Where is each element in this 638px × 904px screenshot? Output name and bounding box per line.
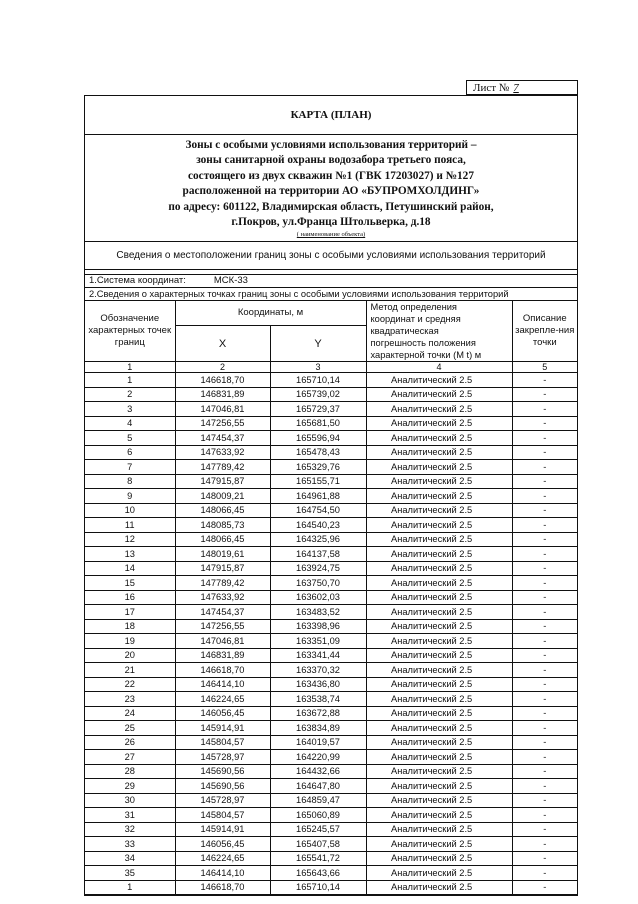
description-line: зоны санитарной охраны водозабора третьего пояса, xyxy=(196,154,466,167)
method-cell xyxy=(366,837,512,852)
coord-y: 164137,58 xyxy=(270,547,366,562)
coord-x: 148085,73 xyxy=(175,518,270,533)
table-row xyxy=(85,663,577,678)
method-cell xyxy=(366,445,512,460)
fixing-description: - xyxy=(512,547,577,562)
method-value: Аналитический 2.5 xyxy=(391,751,473,762)
coord-y: 164961,88 xyxy=(270,489,366,504)
column-index-row xyxy=(85,362,577,373)
coord-x: 147454,37 xyxy=(175,605,270,620)
point-number: 4 xyxy=(85,416,175,431)
table-row xyxy=(85,518,577,533)
coord-x: 145728,97 xyxy=(175,750,270,765)
fixing-description: - xyxy=(512,474,577,489)
coord-y: 163341,44 xyxy=(270,648,366,663)
fixing-description: - xyxy=(512,445,577,460)
table-row xyxy=(85,677,577,692)
coord-y: 163436,80 xyxy=(270,677,366,692)
table-row xyxy=(85,590,577,605)
coord-x: 148009,21 xyxy=(175,489,270,504)
method-cell xyxy=(366,547,512,562)
coord-y: 164019,57 xyxy=(270,735,366,750)
coord-y: 165060,89 xyxy=(270,808,366,823)
fixing-description: - xyxy=(512,851,577,866)
point-number: 31 xyxy=(85,808,175,823)
method-cell xyxy=(366,634,512,649)
fixing-description: - xyxy=(512,431,577,446)
table-row xyxy=(85,851,577,866)
fixing-description: - xyxy=(512,750,577,765)
coord-y: 163398,96 xyxy=(270,619,366,634)
point-number: 25 xyxy=(85,721,175,736)
coord-x: 146831,89 xyxy=(175,648,270,663)
coord-x: 146618,70 xyxy=(175,373,270,388)
coord-y: 165710,14 xyxy=(270,880,366,895)
point-number: 14 xyxy=(85,561,175,576)
point-number: 17 xyxy=(85,605,175,620)
table-row xyxy=(85,474,577,489)
coord-x: 145804,57 xyxy=(175,808,270,823)
table-row xyxy=(85,634,577,649)
subsection-title: 2.Сведения о характерных точках границ зоны с особыми условиями использования территорий xyxy=(85,288,577,301)
method-cell xyxy=(366,851,512,866)
point-number: 34 xyxy=(85,851,175,866)
table-row xyxy=(85,866,577,881)
coord-x: 146224,65 xyxy=(175,851,270,866)
coord-y: 165541,72 xyxy=(270,851,366,866)
header-method-line: погрешность положения xyxy=(370,338,476,349)
point-number: 2 xyxy=(85,387,175,402)
description-line: состоящего из двух скважин №1 (ГВК 17203027) и №127 xyxy=(188,169,474,182)
method-value: Аналитический 2.5 xyxy=(391,780,473,791)
table-row xyxy=(85,431,577,446)
method-value: Аналитический 2.5 xyxy=(391,838,473,849)
fixing-description: - xyxy=(512,561,577,576)
table-row xyxy=(85,416,577,431)
header-method-line: Метод определения xyxy=(370,302,457,313)
fixing-description: - xyxy=(512,619,577,634)
method-cell xyxy=(366,793,512,808)
method-value: Аналитический 2.5 xyxy=(391,824,473,835)
point-number: 33 xyxy=(85,837,175,852)
description-line: по адресу: 601122, Владимирская область, Петушинский район, xyxy=(168,200,494,213)
coord-y: 163924,75 xyxy=(270,561,366,576)
point-number: 22 xyxy=(85,677,175,692)
document-frame xyxy=(84,95,578,896)
table-row xyxy=(85,779,577,794)
coord-x: 148019,61 xyxy=(175,547,270,562)
coord-y: 163370,32 xyxy=(270,663,366,678)
fixing-description: - xyxy=(512,808,577,823)
method-value: Аналитический 2.5 xyxy=(391,461,473,472)
coord-x: 147633,92 xyxy=(175,445,270,460)
fixing-description: - xyxy=(512,532,577,547)
method-cell xyxy=(366,764,512,779)
coord-x: 147046,81 xyxy=(175,402,270,417)
method-value: Аналитический 2.5 xyxy=(391,708,473,719)
coord-y: 165407,58 xyxy=(270,837,366,852)
method-value: Аналитический 2.5 xyxy=(391,606,473,617)
coord-y: 165245,57 xyxy=(270,822,366,837)
method-value: Аналитический 2.5 xyxy=(391,766,473,777)
method-cell xyxy=(366,677,512,692)
table-row xyxy=(85,793,577,808)
method-cell xyxy=(366,576,512,591)
point-number: 18 xyxy=(85,619,175,634)
coord-x: 146414,10 xyxy=(175,677,270,692)
table-row xyxy=(85,837,577,852)
fixing-description: - xyxy=(512,373,577,388)
fixing-description: - xyxy=(512,866,577,881)
header-method xyxy=(366,301,512,362)
method-value: Аналитический 2.5 xyxy=(391,737,473,748)
point-number: 5 xyxy=(85,431,175,446)
coord-y: 165155,71 xyxy=(270,474,366,489)
method-cell xyxy=(366,779,512,794)
fixing-description: - xyxy=(512,576,577,591)
fixing-description: - xyxy=(512,735,577,750)
points-table xyxy=(85,301,577,895)
coord-x: 146414,10 xyxy=(175,866,270,881)
method-cell xyxy=(366,489,512,504)
point-number: 32 xyxy=(85,822,175,837)
table-row xyxy=(85,387,577,402)
table-row xyxy=(85,735,577,750)
method-value: Аналитический 2.5 xyxy=(391,809,473,820)
fixing-description: - xyxy=(512,402,577,417)
table-row xyxy=(85,373,577,388)
coord-x: 146056,45 xyxy=(175,706,270,721)
coord-y: 164754,50 xyxy=(270,503,366,518)
method-value: Аналитический 2.5 xyxy=(391,389,473,400)
method-cell xyxy=(366,402,512,417)
point-number: 9 xyxy=(85,489,175,504)
method-cell xyxy=(366,880,512,895)
coord-x: 145914,91 xyxy=(175,721,270,736)
table-row xyxy=(85,750,577,765)
method-cell xyxy=(366,648,512,663)
method-cell xyxy=(366,735,512,750)
method-cell xyxy=(366,416,512,431)
table-row xyxy=(85,764,577,779)
method-value: Аналитический 2.5 xyxy=(391,548,473,559)
method-value: Аналитический 2.5 xyxy=(391,418,473,429)
method-cell xyxy=(366,663,512,678)
method-value: Аналитический 2.5 xyxy=(391,650,473,661)
table-row xyxy=(85,489,577,504)
description-line: Зоны с особыми условиями использования территорий – xyxy=(185,139,477,151)
fixing-description: - xyxy=(512,663,577,678)
method-cell xyxy=(366,750,512,765)
table-row xyxy=(85,547,577,562)
method-value: Аналитический 2.5 xyxy=(391,592,473,603)
coord-system-line xyxy=(85,275,577,288)
method-cell xyxy=(366,561,512,576)
coord-y: 164540,23 xyxy=(270,518,366,533)
coord-x: 147256,55 xyxy=(175,619,270,634)
method-cell xyxy=(366,503,512,518)
method-value: Аналитический 2.5 xyxy=(391,693,473,704)
description-line: г.Покров, ул.Франца Штольверка, д.18 xyxy=(231,216,431,229)
description-caption: ( наименование объекта) xyxy=(296,231,366,239)
fixing-description: - xyxy=(512,822,577,837)
coord-y: 163483,52 xyxy=(270,605,366,620)
description-line: расположенной на территории АО «БУПРОМХОЛДИНГ» xyxy=(182,185,480,198)
point-number: 21 xyxy=(85,663,175,678)
table-row xyxy=(85,619,577,634)
method-cell xyxy=(366,866,512,881)
header-y: Y xyxy=(270,325,366,362)
fixing-description: - xyxy=(512,503,577,518)
coord-x: 147789,42 xyxy=(175,576,270,591)
coord-y: 165739,02 xyxy=(270,387,366,402)
method-cell xyxy=(366,822,512,837)
method-value: Аналитический 2.5 xyxy=(391,635,473,646)
coord-system-label: 1.Система координат: xyxy=(89,275,186,287)
coord-y: 165329,76 xyxy=(270,460,366,475)
header-description: Описание закрепле-ния точки xyxy=(512,301,577,362)
method-value: Аналитический 2.5 xyxy=(391,476,473,487)
header-method-line: координат и средняя xyxy=(370,314,461,325)
coord-y: 163602,03 xyxy=(270,590,366,605)
point-number: 24 xyxy=(85,706,175,721)
method-cell xyxy=(366,373,512,388)
fixing-description: - xyxy=(512,634,577,649)
fixing-description: - xyxy=(512,489,577,504)
coord-x: 148066,45 xyxy=(175,532,270,547)
table-row xyxy=(85,880,577,895)
method-value: Аналитический 2.5 xyxy=(391,795,473,806)
table-row xyxy=(85,561,577,576)
point-number: 3 xyxy=(85,402,175,417)
header-method-line: квадратическая xyxy=(370,326,439,337)
fixing-description: - xyxy=(512,779,577,794)
table-row xyxy=(85,445,577,460)
coord-x: 145690,56 xyxy=(175,764,270,779)
coord-x: 146618,70 xyxy=(175,880,270,895)
method-value: Аналитический 2.5 xyxy=(391,403,473,414)
coord-y: 163672,88 xyxy=(270,706,366,721)
coord-x: 146831,89 xyxy=(175,387,270,402)
table-row xyxy=(85,822,577,837)
fixing-description: - xyxy=(512,460,577,475)
point-number: 1 xyxy=(85,880,175,895)
fixing-description: - xyxy=(512,793,577,808)
point-number: 15 xyxy=(85,576,175,591)
method-value: Аналитический 2.5 xyxy=(391,577,473,588)
point-number: 11 xyxy=(85,518,175,533)
column-index: 3 xyxy=(270,362,366,373)
coord-x: 147915,87 xyxy=(175,561,270,576)
coord-y: 165643,66 xyxy=(270,866,366,881)
method-cell xyxy=(366,460,512,475)
point-number: 20 xyxy=(85,648,175,663)
method-cell xyxy=(366,474,512,489)
point-number: 29 xyxy=(85,779,175,794)
method-value: Аналитический 2.5 xyxy=(391,722,473,733)
coord-x: 146618,70 xyxy=(175,663,270,678)
column-index: 2 xyxy=(175,362,270,373)
fixing-description: - xyxy=(512,605,577,620)
method-cell xyxy=(366,605,512,620)
point-number: 28 xyxy=(85,764,175,779)
header-x: X xyxy=(175,325,270,362)
fixing-description: - xyxy=(512,764,577,779)
coord-x: 147915,87 xyxy=(175,474,270,489)
coord-y: 163750,70 xyxy=(270,576,366,591)
coord-y: 163538,74 xyxy=(270,692,366,707)
coord-y: 164859,47 xyxy=(270,793,366,808)
coord-y: 165478,43 xyxy=(270,445,366,460)
coord-y: 165710,14 xyxy=(270,373,366,388)
method-value: Аналитический 2.5 xyxy=(391,505,473,516)
coord-y: 164325,96 xyxy=(270,532,366,547)
method-cell xyxy=(366,387,512,402)
point-number: 12 xyxy=(85,532,175,547)
object-description xyxy=(85,135,577,242)
method-value: Аналитический 2.5 xyxy=(391,679,473,690)
method-value: Аналитический 2.5 xyxy=(391,664,473,675)
point-number: 13 xyxy=(85,547,175,562)
method-cell xyxy=(366,590,512,605)
method-cell xyxy=(366,518,512,533)
fixing-description: - xyxy=(512,692,577,707)
fixing-description: - xyxy=(512,721,577,736)
coord-y: 163834,89 xyxy=(270,721,366,736)
table-row xyxy=(85,605,577,620)
header-coordinates: Координаты, м xyxy=(175,301,366,325)
coord-y: 165729,37 xyxy=(270,402,366,417)
point-number: 30 xyxy=(85,793,175,808)
method-value: Аналитический 2.5 xyxy=(391,447,473,458)
point-number: 27 xyxy=(85,750,175,765)
method-cell xyxy=(366,692,512,707)
point-number: 19 xyxy=(85,634,175,649)
table-row xyxy=(85,503,577,518)
coord-x: 145914,91 xyxy=(175,822,270,837)
method-value: Аналитический 2.5 xyxy=(391,882,473,893)
fixing-description: - xyxy=(512,416,577,431)
document-title: КАРТА (ПЛАН) xyxy=(85,96,577,135)
method-value: Аналитический 2.5 xyxy=(391,853,473,864)
fixing-description: - xyxy=(512,648,577,663)
point-number: 8 xyxy=(85,474,175,489)
coord-y: 165596,94 xyxy=(270,431,366,446)
header-method-line: характерной точки (М t) м xyxy=(370,350,482,361)
coord-x: 145690,56 xyxy=(175,779,270,794)
coord-y: 163351,09 xyxy=(270,634,366,649)
method-cell xyxy=(366,532,512,547)
header-designation: Обозначение характерных точек границ xyxy=(85,301,175,362)
method-value: Аналитический 2.5 xyxy=(391,432,473,443)
coord-x: 145804,57 xyxy=(175,735,270,750)
coord-y: 164220,99 xyxy=(270,750,366,765)
fixing-description: - xyxy=(512,518,577,533)
point-number: 23 xyxy=(85,692,175,707)
sheet-number-box xyxy=(466,80,578,95)
coord-x: 147256,55 xyxy=(175,416,270,431)
method-value: Аналитический 2.5 xyxy=(391,621,473,632)
coord-y: 165681,50 xyxy=(270,416,366,431)
table-row xyxy=(85,721,577,736)
fixing-description: - xyxy=(512,677,577,692)
table-row xyxy=(85,460,577,475)
method-cell xyxy=(366,808,512,823)
column-index: 5 xyxy=(512,362,577,373)
method-value: Аналитический 2.5 xyxy=(391,867,473,878)
fixing-description: - xyxy=(512,387,577,402)
coord-x: 145728,97 xyxy=(175,793,270,808)
point-number: 35 xyxy=(85,866,175,881)
coord-system-value: МСК-33 xyxy=(213,275,248,287)
section-title: Сведения о местоположении границ зоны с особыми условиями использования территорий xyxy=(85,242,577,270)
method-cell xyxy=(366,619,512,634)
fixing-description: - xyxy=(512,837,577,852)
method-value: Аналитический 2.5 xyxy=(391,490,473,501)
coord-x: 146224,65 xyxy=(175,692,270,707)
fixing-description: - xyxy=(512,706,577,721)
fixing-description: - xyxy=(512,880,577,895)
point-number: 7 xyxy=(85,460,175,475)
table-row xyxy=(85,692,577,707)
method-value: Аналитический 2.5 xyxy=(391,374,473,385)
column-index: 1 xyxy=(85,362,175,373)
point-number: 1 xyxy=(85,373,175,388)
column-index: 4 xyxy=(366,362,512,373)
method-cell xyxy=(366,431,512,446)
coord-x: 148066,45 xyxy=(175,503,270,518)
coord-y: 164647,80 xyxy=(270,779,366,794)
coord-x: 147633,92 xyxy=(175,590,270,605)
table-row xyxy=(85,648,577,663)
method-cell xyxy=(366,706,512,721)
point-number: 26 xyxy=(85,735,175,750)
coord-x: 147046,81 xyxy=(175,634,270,649)
coord-x: 147454,37 xyxy=(175,431,270,446)
fixing-description: - xyxy=(512,590,577,605)
point-number: 16 xyxy=(85,590,175,605)
table-row xyxy=(85,532,577,547)
point-number: 6 xyxy=(85,445,175,460)
sheet-label: Лист № xyxy=(473,82,510,94)
point-number: 10 xyxy=(85,503,175,518)
method-value: Аналитический 2.5 xyxy=(391,563,473,574)
method-cell xyxy=(366,721,512,736)
method-value: Аналитический 2.5 xyxy=(391,534,473,545)
table-row xyxy=(85,808,577,823)
coord-y: 164432,66 xyxy=(270,764,366,779)
coord-x: 147789,42 xyxy=(175,460,270,475)
table-row xyxy=(85,402,577,417)
method-value: Аналитический 2.5 xyxy=(391,519,473,530)
table-row xyxy=(85,706,577,721)
sheet-number: 7 xyxy=(513,82,519,94)
table-row xyxy=(85,576,577,591)
coord-x: 146056,45 xyxy=(175,837,270,852)
